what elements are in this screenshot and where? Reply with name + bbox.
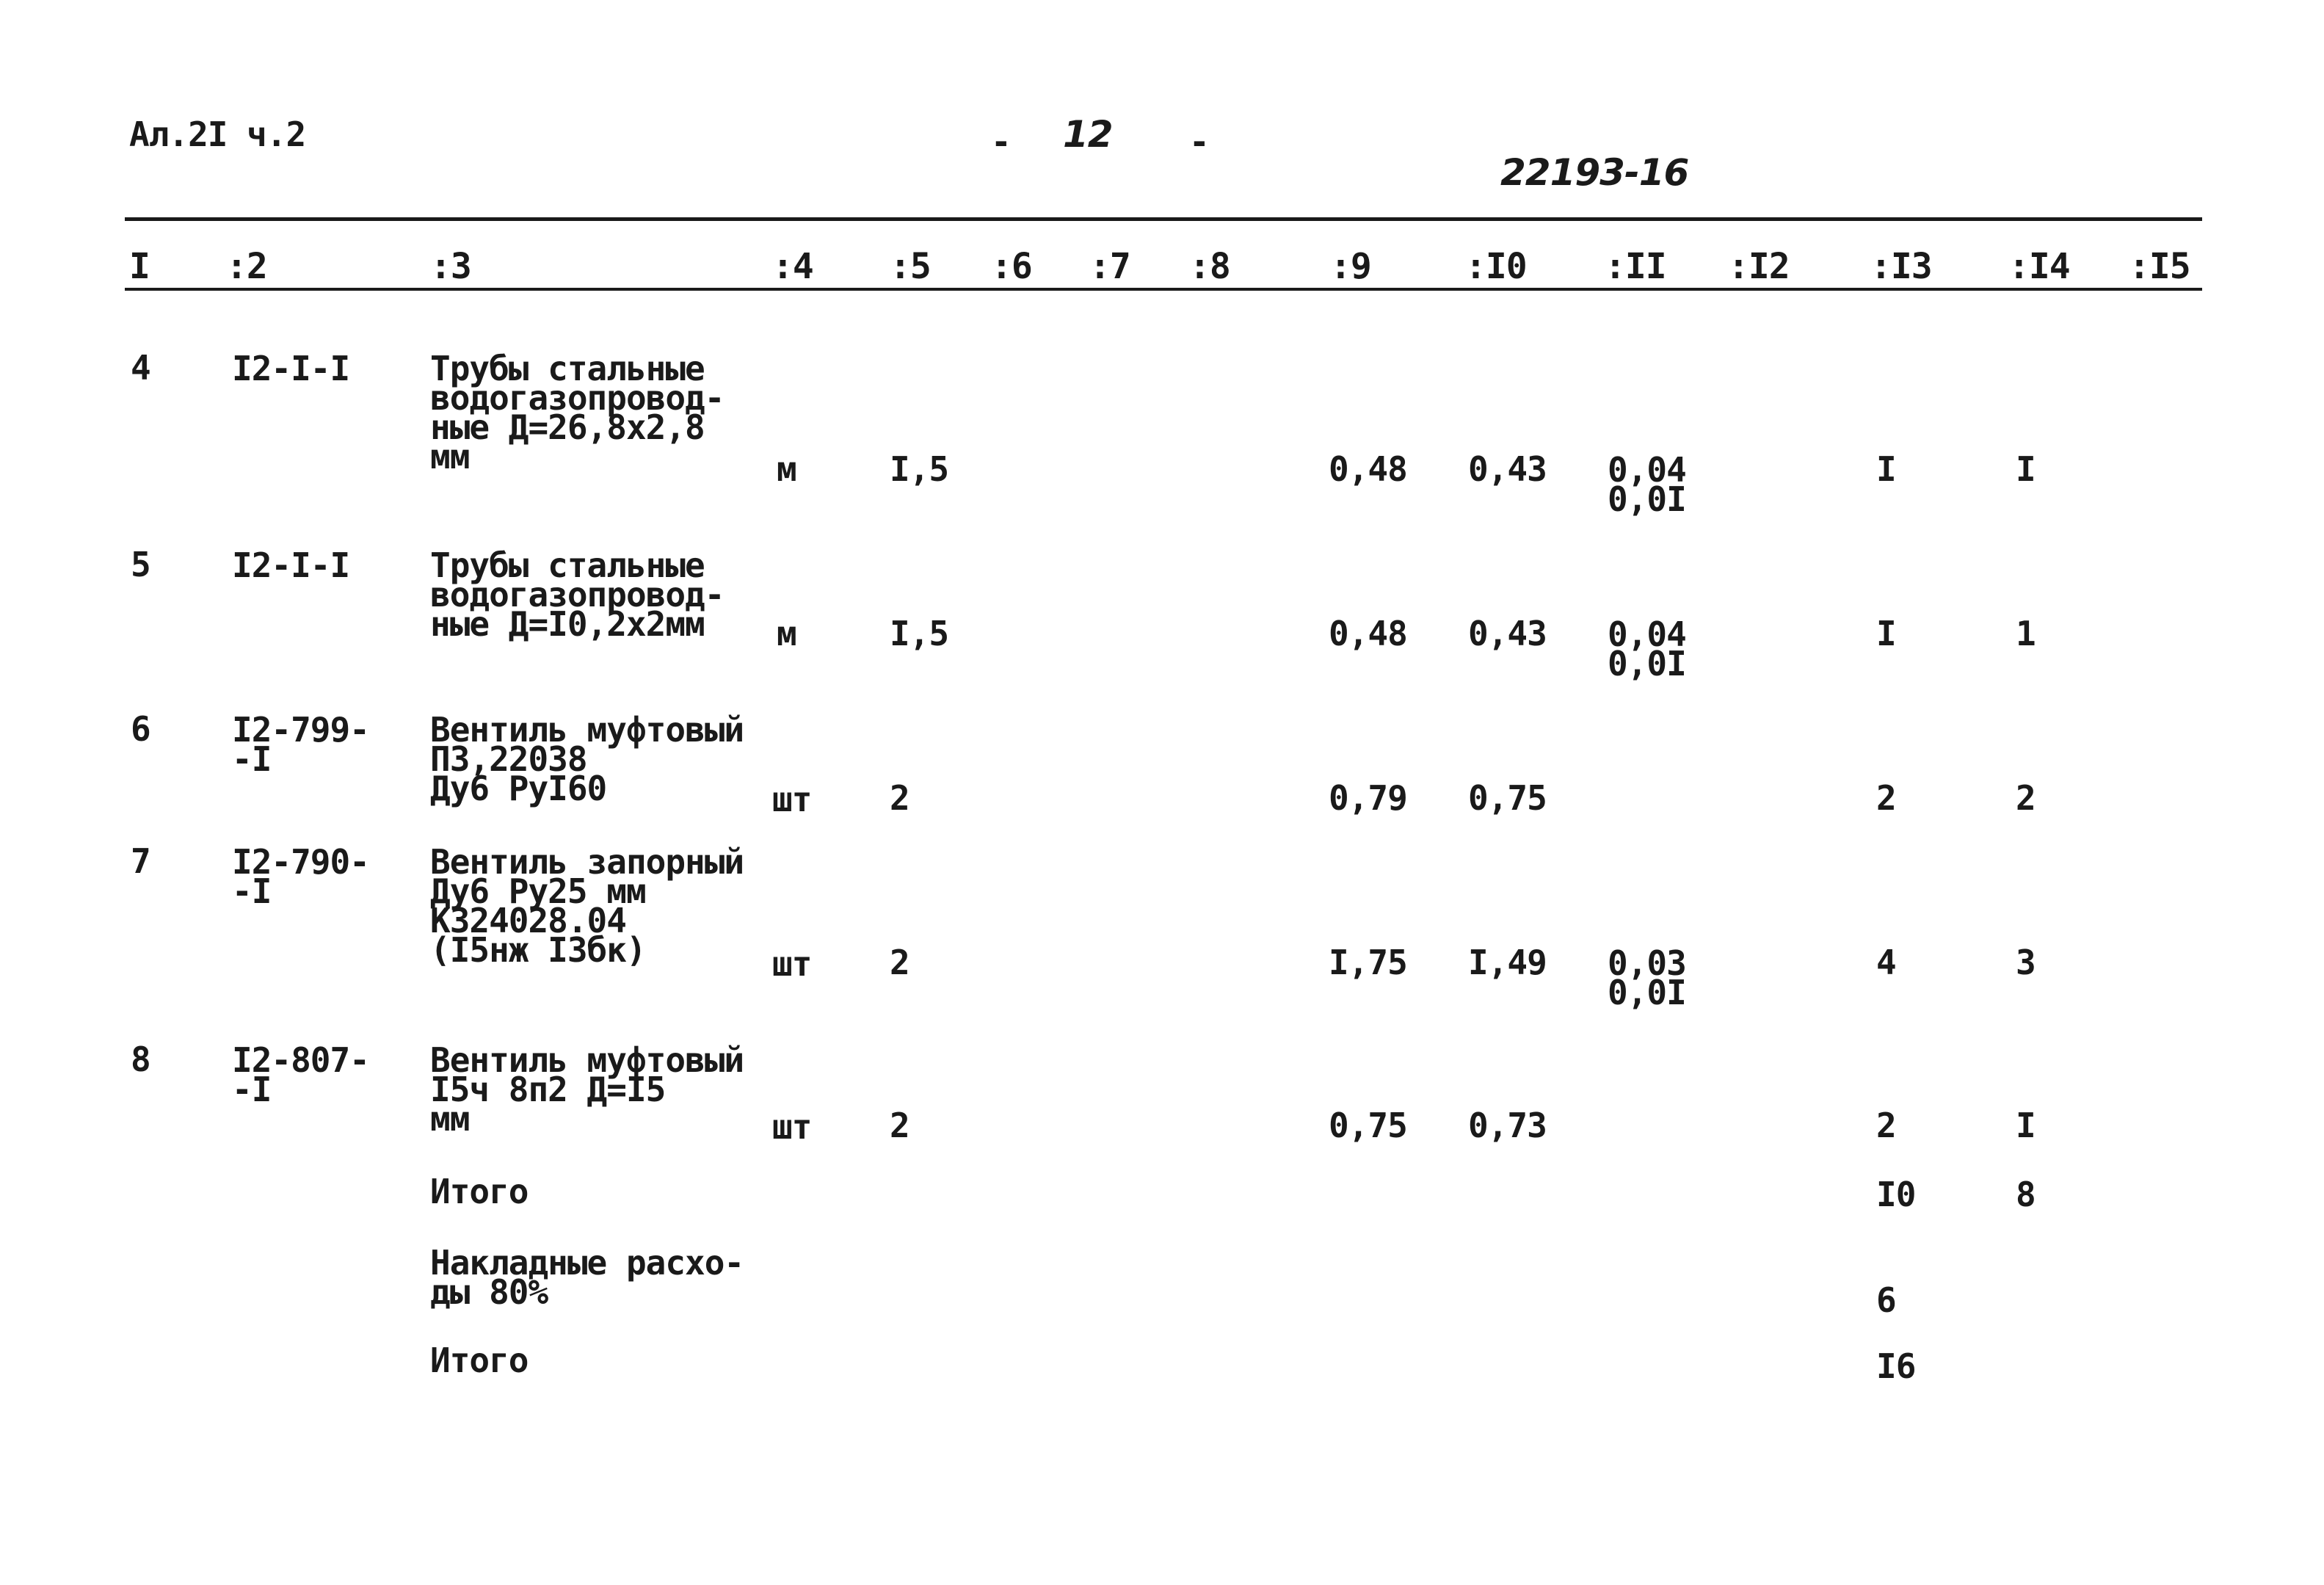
- document-reference: Ал.2I ч.2: [129, 115, 306, 154]
- row-col9: I,75: [1329, 943, 1407, 982]
- total-col14: 8: [2016, 1175, 2036, 1214]
- row-code: I2-790- -I: [232, 842, 369, 911]
- row-description: Трубы стальные водогазопровод- ные Д=26,8х2,8 мм: [430, 349, 725, 476]
- project-code: 22193-16: [1500, 151, 1689, 194]
- column-header-14: :I4: [2008, 246, 2070, 287]
- row-col10: 0,73: [1468, 1106, 1547, 1145]
- row-col13: 2: [1876, 1106, 1896, 1145]
- row-quantity: 2: [890, 1106, 909, 1145]
- row-code: I2-799- -I: [232, 710, 369, 779]
- column-header-2: :2: [226, 246, 267, 287]
- column-header-11: :II: [1605, 246, 1666, 287]
- grand-total-label: Итого: [430, 1341, 529, 1380]
- row-col10: 0,43: [1468, 614, 1547, 653]
- row-code: I2-I-I: [232, 349, 350, 388]
- row-unit: м: [777, 614, 796, 653]
- row-description: Вентиль муфтовый П3,22038 Ду6 РуI60: [430, 710, 744, 808]
- row-code: I2-I-I: [232, 545, 350, 585]
- row-col10: I,49: [1468, 943, 1547, 982]
- row-col10: 0,75: [1468, 778, 1547, 818]
- overhead-col13: 6: [1876, 1280, 1896, 1320]
- row-col14: 1: [2016, 614, 2036, 653]
- column-header-12: :I2: [1728, 246, 1790, 287]
- row-unit: шт: [772, 944, 812, 984]
- row-col14: 3: [2016, 943, 2036, 982]
- column-header-6: :6: [991, 246, 1032, 287]
- row-description: Вентиль муфтовый I5ч 8п2 Д=I5 мм: [430, 1040, 744, 1139]
- column-header-15: :I5: [2129, 246, 2190, 287]
- column-header-3: :3: [430, 246, 471, 287]
- row-col9: 0,48: [1329, 614, 1407, 653]
- row-unit: шт: [772, 1107, 812, 1147]
- page-number-dash-right: -: [1189, 122, 1209, 162]
- row-description: Трубы стальные водогазопровод- ные Д=I0,2х2мм: [430, 545, 725, 644]
- row-col11: 0,04 0,0I: [1608, 450, 1686, 519]
- row-col13: I: [1876, 614, 1896, 653]
- page-number: 12: [1063, 113, 1113, 156]
- row-number: 8: [131, 1040, 150, 1079]
- row-unit: м: [777, 449, 796, 489]
- row-col14: I: [2016, 449, 2036, 489]
- page-number-dash-left: -: [991, 122, 1011, 162]
- header-bottom-rule: [125, 288, 2202, 291]
- column-header-8: :8: [1189, 246, 1230, 287]
- row-quantity: 2: [890, 778, 909, 818]
- total-col13: I0: [1876, 1175, 1916, 1214]
- row-quantity: I,5: [890, 614, 949, 653]
- row-col9: 0,48: [1329, 449, 1407, 489]
- grand-total-col13: I6: [1876, 1346, 1916, 1386]
- row-col13: 4: [1876, 943, 1896, 982]
- row-col11: 0,03 0,0I: [1608, 943, 1686, 1012]
- column-header-7: :7: [1089, 246, 1130, 287]
- row-code: I2-807- -I: [232, 1040, 369, 1109]
- overhead-label: Накладные расхо- ды 80%: [430, 1243, 744, 1312]
- column-header-1: I: [129, 246, 150, 287]
- header-top-rule: [125, 217, 2202, 221]
- row-number: 5: [131, 545, 150, 584]
- row-number: 6: [131, 709, 150, 749]
- row-col13: 2: [1876, 778, 1896, 818]
- row-col9: 0,75: [1329, 1106, 1407, 1145]
- column-header-4: :4: [772, 246, 813, 287]
- row-unit: шт: [772, 780, 812, 819]
- column-header-10: :I0: [1465, 246, 1527, 287]
- row-number: 7: [131, 841, 150, 881]
- row-description: Вентиль запорный Ду6 Ру25 мм К324028.04 (I5нж I3бк): [430, 842, 744, 970]
- row-quantity: I,5: [890, 449, 949, 489]
- row-col13: I: [1876, 449, 1896, 489]
- row-col9: 0,79: [1329, 778, 1407, 818]
- column-header-13: :I3: [1870, 246, 1932, 287]
- row-col14: 2: [2016, 778, 2036, 818]
- column-header-5: :5: [890, 246, 931, 287]
- row-col14: I: [2016, 1106, 2036, 1145]
- row-col11: 0,04 0,0I: [1608, 614, 1686, 683]
- row-col10: 0,43: [1468, 449, 1547, 489]
- row-number: 4: [131, 348, 150, 388]
- total-label: Итого: [430, 1172, 529, 1211]
- row-quantity: 2: [890, 943, 909, 982]
- column-header-9: :9: [1330, 246, 1371, 287]
